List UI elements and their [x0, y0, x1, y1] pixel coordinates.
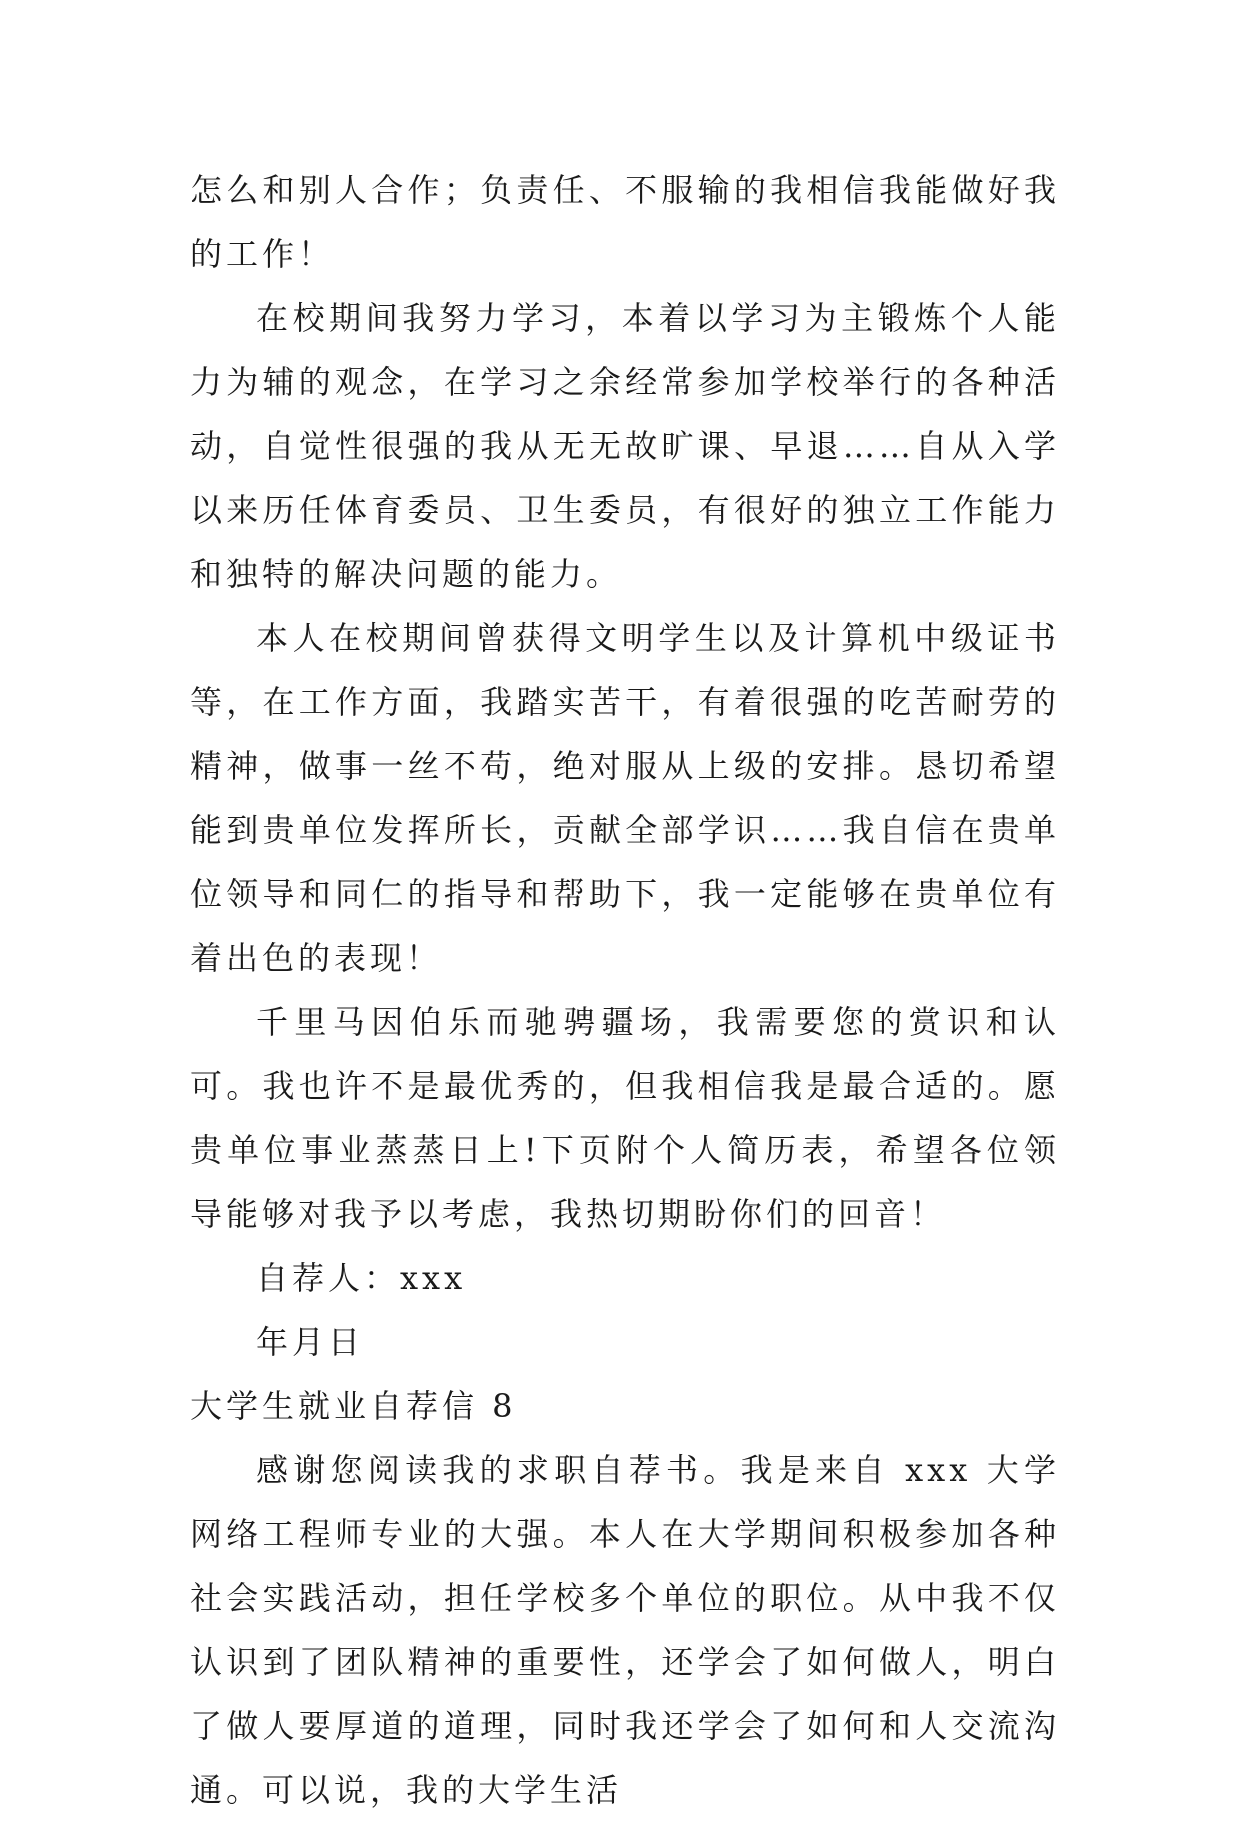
paragraph-4: 千里马因伯乐而驰骋疆场，我需要您的赏识和认可。我也许不是最优秀的，但我相信我是最合适的。愿贵单位事业蒸蒸日上!下页附个人简历表，希望各位领导能够对我予以考虑，我热切期盼你们的回音！ [190, 1003, 1060, 1233]
letter-2-paragraph: 感谢您阅读我的求职自荐书。我是来自 xxx 大学网络工程师专业的大强。本人在大学期间积极参加各种社会实践活动，担任学校多个单位的职位。从中我不仅认识到了团队精神的重要性，还学会了如何做人，明白了做人要厚道的道理，同时我还学会了如何和人交流沟通。可以说，我的大学生活 [190, 1451, 1060, 1809]
section-heading: 大学生就业自荐信 8 [190, 1387, 517, 1425]
paragraph-1: 怎么和别人合作；负责任、不服输的我相信我能做好我的工作！ [190, 171, 1060, 273]
paragraph-2: 在校期间我努力学习，本着以学习为主锻炼个人能力为辅的观念，在学习之余经常参加学校举行的各种活动，自觉性很强的我从无无故旷课、早退……自从入学以来历任体育委员、卫生委员，有很好的独立工作能力和独特的解决问题的能力。 [190, 299, 1060, 593]
paragraph-3: 本人在校期间曾获得文明学生以及计算机中级证书等，在工作方面，我踏实苦干，有着很强的吃苦耐劳的精神，做事一丝不苟，绝对服从上级的安排。恳切希望能到贵单位发挥所长，贡献全部学识……我自信在贵单位领导和同仁的指导和帮助下，我一定能够在贵单位有着出色的表现！ [190, 619, 1060, 977]
signature-line: 自荐人：xxx [256, 1259, 467, 1297]
date-line: 年月日 [256, 1323, 365, 1361]
document-body [190, 158, 1060, 1822]
